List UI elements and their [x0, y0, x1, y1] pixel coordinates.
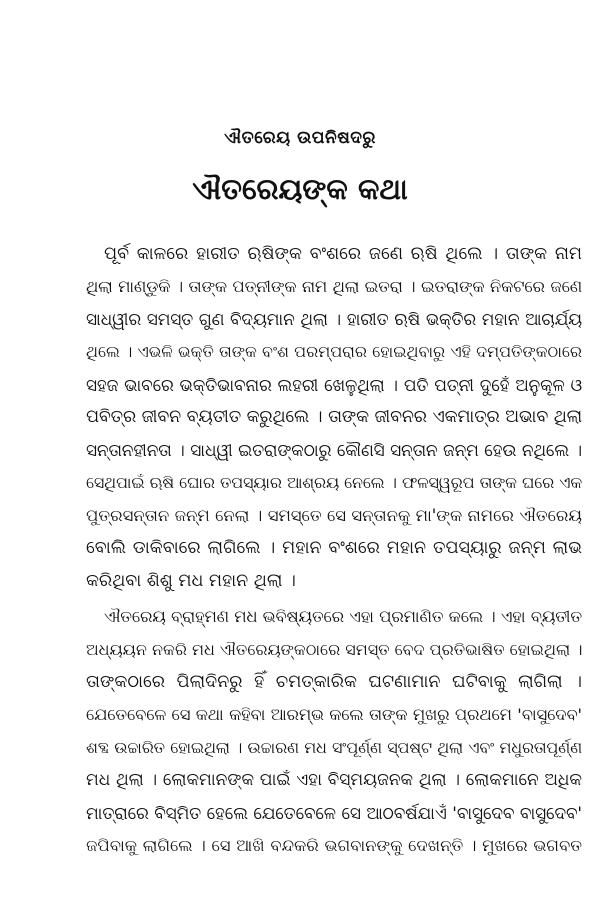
paragraph-line: ମଧ ଥିଲା । ଲୋକମାନଙ୍କ ପାଇଁ ଏହା ବିସ୍ମୟଜନକ ଥିଲା । ଲୋକମାନେ ଅଧିକ — [86, 770, 582, 791]
paragraph-line: କରିଥିବା ଶିଶୁ ମଧ ମହାନ ଥିଲା । — [86, 570, 296, 591]
paragraph-line: ପୂର୍ବ କାଳରେ ହାରୀତ ଋଷିଙ୍କ ବଂଶରେ ଜଣେ ଋଷି ଥିଲେ । ତାଙ୍କ ନାମ — [104, 244, 582, 264]
paragraph-line: ତାଙ୍କଠାରେ ପିଲାଦିନରୁ ହିଁ ଚମତ୍କାରିକ ଘଟଣାମାନ ଘଟିବାକୁ ଲାଗିଲା । — [86, 672, 582, 693]
chapter-subtitle: ଐତରେୟ ଉପନିଷଦରୁ — [224, 128, 376, 148]
paragraph-2 — [86, 601, 582, 863]
paragraph-line: ଅଧ୍ୟୟନ ନକରି ମଧ ଐତରେୟଙ୍କଠାରେ ସମସ୍ତ ବେଦ ପ୍ରତିଭାଷିତ ହୋଇଥିଲା । — [86, 639, 582, 659]
paragraph-1 — [86, 238, 582, 598]
paragraph-line: ସାଧ୍ୱୀର ସମସ୍ତ ଗୁଣ ବିଦ୍ୟମାନ ଥିଲା । ହାରୀତ ଋଷି ଭକ୍ତିର ମହାନ ଆଚାର୍ଯ୍ୟ — [86, 309, 582, 330]
paragraph-line: ବୋଲି ଡାକିବାରେ ଲାଗିଲେ । ମହାନ ବଂଶରେ ମହାନ ତପସ୍ୟାରୁ ଜନ୍ମ ଲାଭ — [86, 538, 582, 559]
paragraph-line: ଯେତେବେଳେ ସେ କଥା କହିବା ଆରମ୍ଭ କଲେ ତାଙ୍କ ମୁଖରୁ ପ୍ରଥମେ 'ବାସୁଦେବ' — [86, 705, 582, 725]
paragraph-line: ପୁତ୍ରସନ୍ତାନ ଜନ୍ମ ନେଲା । ସମସ୍ତେ ସେ ସନ୍ତାନକୁ ମା'ଙ୍କ ନାମରେ ଐତରେୟ — [86, 505, 582, 525]
paragraph-line: ଶବ୍ଦ ଉଚ୍ଚାରିତ ହୋଇଥିଲା । ଉଚ୍ଚାରଣ ମଧ ସଂପୂର୍ଣ୍ଣ ସ୍ପଷ୍ଟ ଥିଲା ଏବଂ ମଧୁରତାପୂର୍ଣ୍ଣ — [86, 737, 582, 757]
paragraph-line: ଐତରେୟ ବ୍ରାହ୍ମଣ ମଧ ଭବିଷ୍ୟତରେ ଏହା ପ୍ରମାଣିତ କଲେ । ଏହା ବ୍ୟତୀତ — [104, 607, 582, 626]
paragraph-line: ପବିତ୍ର ଜୀବନ ବ୍ୟତୀତ କରୁଥିଲେ । ତାଙ୍କ ଜୀବନର ଏକମାତ୍ର ଅଭାବ ଥିଲା — [86, 407, 582, 428]
chapter-title: ଐତରେୟଙ୍କ କଥା — [192, 172, 408, 206]
paragraph-line: ଜପିବାକୁ ଲାଗିଲେ । ସେ ଆଖି ବନ୍ଦକରି ଭଗବାନଙ୍କୁ ଦେଖନ୍ତି । ମୁଖରେ ଭଗବତ — [86, 835, 582, 855]
paragraph-line: ସେଥିପାଇଁ ଋଷି ଘୋର ତପସ୍ୟାର ଆଶ୍ରୟ ନେଲେ । ଫଳସ୍ୱରୂପ ତାଙ୍କ ଘରେ ଏକ — [86, 472, 582, 492]
paragraph-line: ଥିଲା ମାଣ୍ଡୁକି । ତାଙ୍କ ପତ୍ନୀଙ୍କ ନାମ ଥିଲା ଇତରା । ଇତରାଙ୍କ ନିକଟରେ ଜଣେ — [86, 276, 582, 296]
paragraph-line: ଥିଲେ । ଏଭଳି ଭକ୍ତି ତାଙ୍କ ବଂଶ ପରମ୍ପରାର ହୋଇଥିବାରୁ ଏହି ଦମ୍ପତିଙ୍କଠାରେ — [86, 342, 582, 362]
paragraph-line: ସନ୍ତାନହୀନତା । ସାଧ୍ୱୀ ଇତରାଙ୍କଠାରୁ କୌଣସି ସନ୍ତାନ ଜନ୍ମ ହେଉ ନଥିଲେ । — [86, 440, 582, 461]
paragraph-line: ସହଜ ଭାବରେ ଭକ୍ତିଭାବନାର ଲହରୀ ଖେଳୁଥିଲା । ପତି ପତ୍ନୀ ଦୁହେଁ ଅନୁକୂଳ ଓ — [86, 374, 582, 395]
paragraph-line: ମାତ୍ରାରେ ବିସ୍ମିତ ହେଲେ ଯେତେବେଳେ ସେ ଆଠବର୍ଷଯାଏଁ 'ବାସୁଦେବ ବାସୁଦେବ' — [86, 803, 582, 824]
